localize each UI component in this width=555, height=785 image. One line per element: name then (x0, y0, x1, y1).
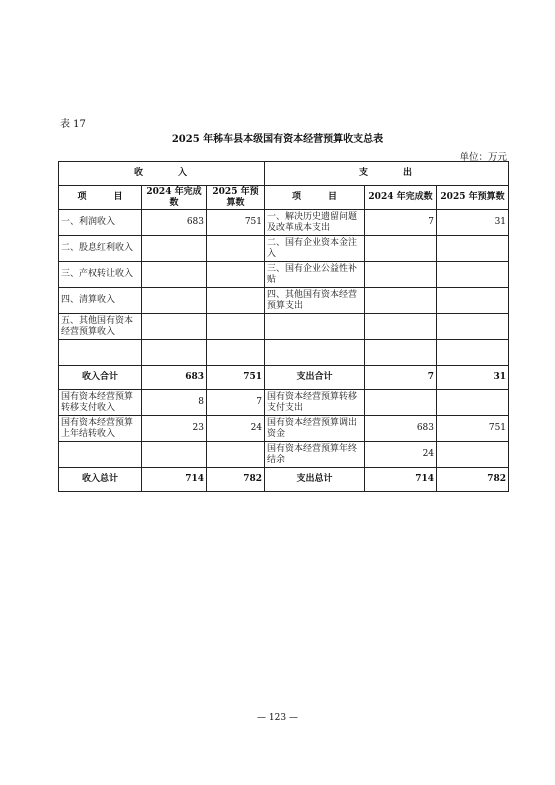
income-section-header: 收 入 (59, 162, 265, 186)
income-2025 (207, 442, 265, 468)
income-2025 (207, 340, 265, 366)
income-item: 三、产权转让收入 (59, 262, 142, 288)
expense-item: 四、其他国有资本经营预算支出 (265, 288, 365, 314)
col-header-income-2025: 2025 年预算数 (207, 186, 265, 210)
expense-2025 (437, 262, 509, 288)
expense-2024 (365, 390, 437, 416)
income-item: 二、股息红利收入 (59, 236, 142, 262)
expense-item: 二、国有企业资本金注入 (265, 236, 365, 262)
table-row (59, 236, 509, 262)
income-item: 四、清算收入 (59, 288, 142, 314)
expense-item: 国有资本经营预算转移支付支出 (265, 390, 365, 416)
expense-2024 (365, 288, 437, 314)
expense-2024 (365, 340, 437, 366)
expense-item: 国有资本经营预算调出资金 (265, 416, 365, 442)
income-item (59, 340, 142, 366)
income-2024 (142, 442, 207, 468)
income-total-2024: 714 (142, 468, 207, 492)
income-2025 (207, 314, 265, 340)
expense-total-2024: 714 (365, 468, 437, 492)
page-title: 2025 年秭车县本级国有资本经营预算收支总表 (171, 134, 384, 145)
income-2024: 23 (142, 416, 207, 442)
income-2024 (142, 288, 207, 314)
expense-total-2025: 782 (437, 468, 509, 492)
table-row (59, 288, 509, 314)
transfer-row (59, 390, 509, 416)
transfer-row (59, 442, 509, 468)
col-header-expense-item: 项 目 (265, 186, 365, 210)
expense-2025 (437, 314, 509, 340)
expense-item (265, 340, 365, 366)
income-subtotal-2025: 751 (207, 366, 265, 390)
income-item (59, 442, 142, 468)
expense-item: 国有资本经营预算年终结余 (265, 442, 365, 468)
col-header-expense-2024: 2024 年完成数 (365, 186, 437, 210)
expense-2024 (365, 262, 437, 288)
income-subtotal-label: 收入合计 (59, 366, 142, 390)
unit-label: 单位：万元 (459, 152, 507, 163)
expense-2025 (437, 390, 509, 416)
expense-2024 (365, 314, 437, 340)
column-header-row (59, 186, 509, 210)
expense-2025 (437, 288, 509, 314)
transfer-row (59, 416, 509, 442)
expense-2024: 24 (365, 442, 437, 468)
total-row (59, 468, 509, 492)
budget-table (58, 161, 509, 492)
expense-2025 (437, 340, 509, 366)
income-item: 一、利润收入 (59, 210, 142, 236)
income-total-2025: 782 (207, 468, 265, 492)
col-header-expense-2025: 2025 年预算数 (437, 186, 509, 210)
expense-subtotal-label: 支出合计 (265, 366, 365, 390)
income-subtotal-2024: 683 (142, 366, 207, 390)
expense-total-label: 支出总计 (265, 468, 365, 492)
col-header-income-item: 项 目 (59, 186, 142, 210)
income-2025: 7 (207, 390, 265, 416)
income-2025: 751 (207, 210, 265, 236)
expense-subtotal-2025: 31 (437, 366, 509, 390)
income-2024 (142, 340, 207, 366)
expense-2024: 683 (365, 416, 437, 442)
expense-2024: 7 (365, 210, 437, 236)
income-2024: 8 (142, 390, 207, 416)
expense-2024 (365, 236, 437, 262)
income-2024 (142, 314, 207, 340)
income-2025 (207, 262, 265, 288)
income-total-label: 收入总计 (59, 468, 142, 492)
income-2024 (142, 262, 207, 288)
income-2025: 24 (207, 416, 265, 442)
income-2024 (142, 236, 207, 262)
page-number: — 123 — (257, 713, 298, 723)
col-header-income-2024: 2024 年完成数 (142, 186, 207, 210)
section-header-row (59, 162, 509, 186)
income-2024: 683 (142, 210, 207, 236)
income-2025 (207, 236, 265, 262)
expense-2025: 31 (437, 210, 509, 236)
table-row (59, 210, 509, 236)
income-item: 国有资本经营预算上年结转收入 (59, 416, 142, 442)
expense-section-header: 支 出 (265, 162, 509, 186)
expense-item: 一、解决历史遗留问题及改革成本支出 (265, 210, 365, 236)
expense-subtotal-2024: 7 (365, 366, 437, 390)
expense-item: 三、国有企业公益性补贴 (265, 262, 365, 288)
income-item: 国有资本经营预算转移支付收入 (59, 390, 142, 416)
subtotal-row (59, 366, 509, 390)
table-number: 表 17 (60, 119, 86, 130)
table-row (59, 314, 509, 340)
income-item: 五、其他国有资本经营预算收入 (59, 314, 142, 340)
expense-2025: 751 (437, 416, 509, 442)
table-row (59, 262, 509, 288)
expense-2025 (437, 442, 509, 468)
expense-2025 (437, 236, 509, 262)
expense-item (265, 314, 365, 340)
table-row (59, 340, 509, 366)
income-2025 (207, 288, 265, 314)
